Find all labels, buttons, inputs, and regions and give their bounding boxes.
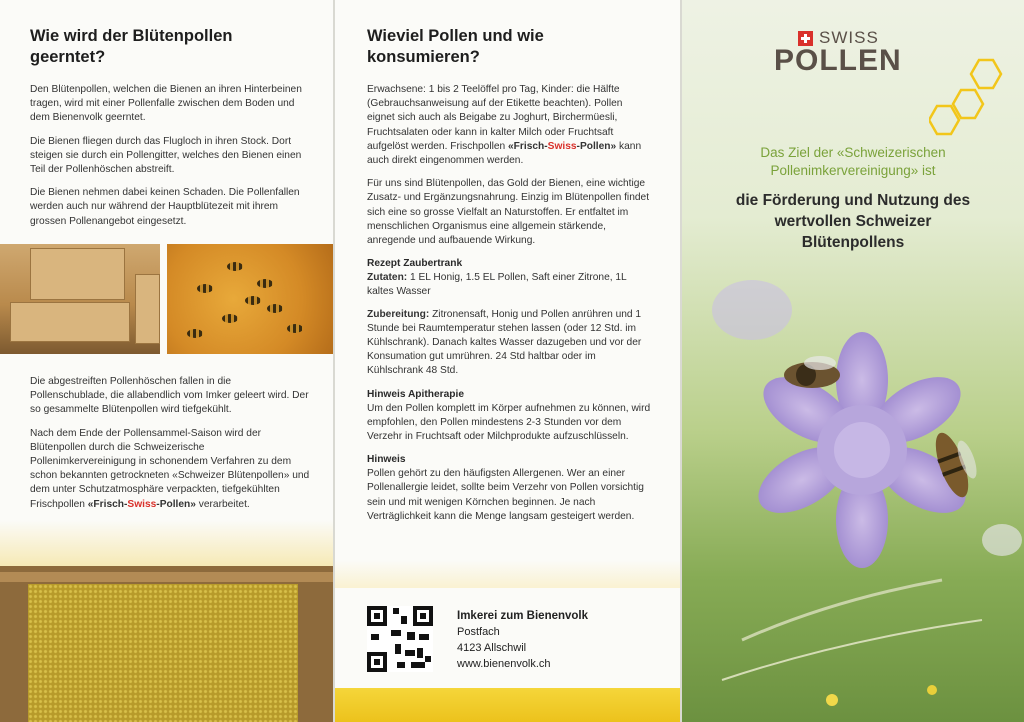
pollen-frame-photo [0, 566, 333, 722]
consumption-para-1: Erwachsene: 1 bis 2 Teelöffel pro Tag, Kinder: die Hälfte (Gebrauchsanweisung auf der Etikette beachten). Pollen eignet sich auch als Beigabe zu Joghurt, Birchermüesli, Fruchtsalaten oder kann in kalter Milch oder Fruchtsaft aufgelöst werden. Frischpollen «Frisch-Swiss-Pollen» kann auch direkt eingenommen werden. [367, 84, 642, 167]
address-line-2: 4123 Allschwil [457, 642, 527, 654]
swiss-pollen-logo [774, 26, 944, 116]
panel-cover [682, 0, 1024, 722]
flower-bees-photo [682, 280, 1024, 722]
logo-pollen-text: POLLEN [774, 44, 902, 77]
qr-code-icon[interactable] [367, 606, 433, 672]
address [457, 608, 588, 672]
harvest-para-5: Nach dem Ende der Pollensammel-Saison wird der Blütenpollen durch die Schweizerische Pollenimkervereinigung in schonendem Verfahren zu dem schon bekannten getrockneten «Schweizer Blütenpollen» und dem unter Schutzatmosphäre verpackten, tiefgekühlten Frischpollen «Frisch-Swiss-Pollen» verarbeitet. [30, 427, 310, 510]
harvest-para-4: Die abgestreiften Pollenhöschen fallen in die Pollenschublade, die allabendlich vom Imker geleert wird. Der so gesammelte Blütenpollen wird tiefgekühlt. [30, 376, 309, 416]
cover-headline: die Förderung und Nutzung des wertvollen Schweizer Blütenpollens [735, 192, 971, 251]
honeycomb-icon [929, 56, 1024, 146]
harvest-text-top [30, 26, 308, 238]
harvest-para-1: Den Blütenpollen, welchen die Bienen an ihren Hinterbeinen tragen, wird mit einer Pollenfalle zwischen dem Boden und dem Bienenvolk geerntet. [30, 84, 302, 124]
recipe-ingredients: Zutaten: 1 EL Honig, 1.5 EL Pollen, Saft einer Zitrone, 1L kaltes Wasser [367, 272, 627, 298]
harvest-para-3: Die Bienen nehmen dabei keinen Schaden. Die Pollenfallen werden auch nur während der Hauptblütezeit mit ihrem grossen Pollenangebot eingesetzt. [30, 187, 300, 227]
bees-photo [167, 244, 333, 354]
panel-consumption [335, 0, 680, 722]
harvest-title: Wie wird der Blütenpollen geerntet? [30, 27, 233, 66]
cover-claim [682, 144, 1024, 253]
contact-block [335, 588, 680, 688]
consumption-text [367, 26, 652, 533]
recipe-title: Rezept Zaubertrank [367, 258, 463, 270]
consumption-title: Wieviel Pollen und wie konsumieren? [367, 27, 544, 66]
note-text: Pollen gehört zu den häufigsten Allergenen. Wer an einer Pollenallergie leidet, sollte beim Verzehr von Pollen vorsichtig sein und mit wenigen Körnchen beginnen. Je nach Verträglichkeit kann die Menge langsam gesteigert werden. [367, 468, 644, 522]
harvest-text-bottom [30, 375, 310, 521]
website-link[interactable]: www.bienenvolk.ch [457, 658, 551, 670]
note-title: Hinweis [367, 454, 406, 466]
panel-harvest [0, 0, 333, 722]
harvest-photos [0, 244, 333, 354]
apitherapy-title: Hinweis Apitherapie [367, 388, 464, 400]
apitherapy-text: Um den Pollen komplett im Körper aufnehmen zu können, wird empfohlen, den Pollen mindestens 2-3 Stunden vor dem Verzehr in Fruchtsaft oder Milchprodukte aufzuschlüsseln. [367, 402, 651, 443]
yellow-band [335, 688, 680, 722]
logo-swiss-text: SWISS [819, 28, 879, 47]
consumption-para-2: Für uns sind Blütenpollen, das Gold der Bienen, eine wichtige Zusatz- und Ergänzungsnahrung. Einzig im Blütenpollen findet sich eine so grosse Vielfalt an Naturstoffen. Er entfaltet im menschlichen Organismus eine allgemein stärkende, anregende und aufbauende Wirkung. [367, 178, 650, 247]
cover-lead: Das Ziel der «Schweizerischen Pollenimkervereinigung» ist [760, 145, 946, 178]
company-name: Imkerei zum Bienenvolk [457, 610, 589, 622]
harvest-para-2: Die Bienen fliegen durch das Flugloch in ihren Stock. Dort steigen sie durch ein Pollengitter, welches den Bienen einen Teil der Pollenhöschen abstreift. [30, 135, 302, 176]
recipe-preparation: Zubereitung: Zitronensaft, Honig und Pollen anrühren und 1 Stunde bei Raumtemperatur stehen lassen (oder 12 Std. im Kühlschrank). Danach kaltes Wasser dazugeben und vor der Konsumation gut umrühren. 24 Std haltbar oder im Kühlschrank 48 Std. [367, 308, 642, 377]
beehive-photo [0, 244, 160, 354]
address-line-1: Postfach [457, 626, 500, 638]
